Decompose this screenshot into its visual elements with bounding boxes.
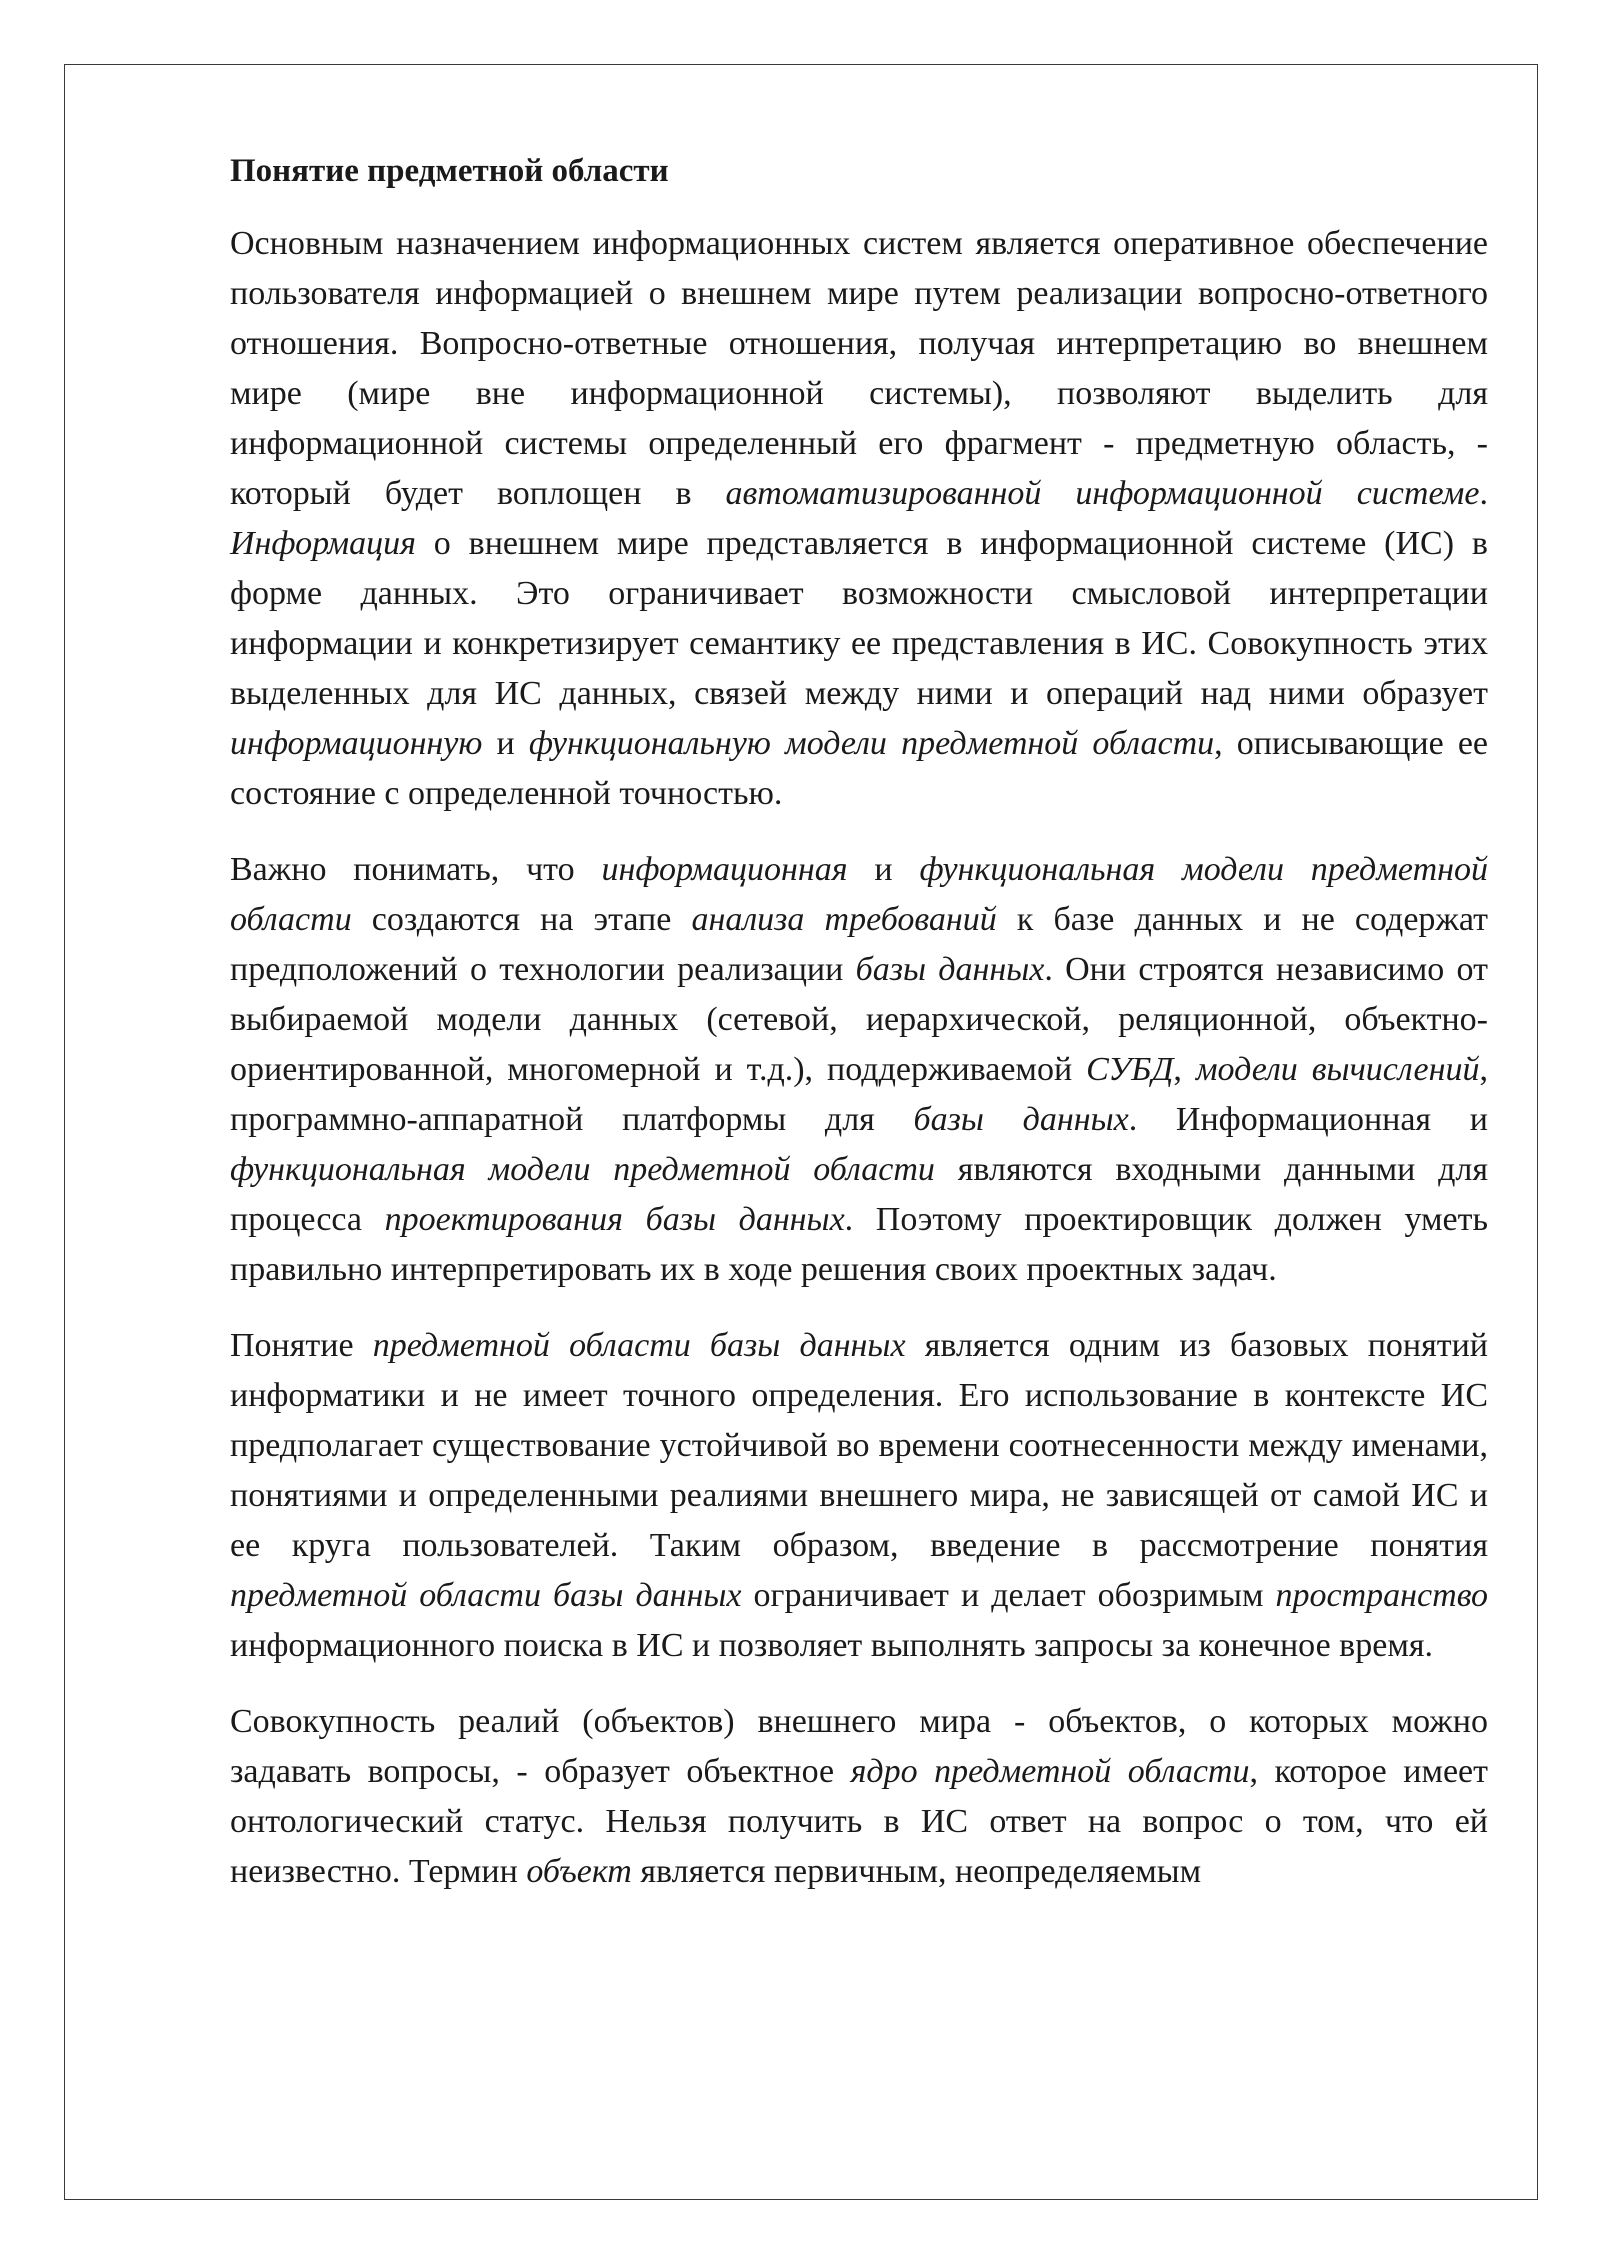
italic-term: информационная: [601, 850, 848, 888]
text-run: , которое имеет онтологический статус. Нельзя получить в ИС ответ на вопрос о том, что ей неизвестно. Термин: [230, 1752, 1488, 1890]
text-run: создаются на этапе: [351, 900, 692, 938]
italic-term: модели вычислений: [1195, 1050, 1480, 1088]
text-run: ограничивает и делает обозримым: [741, 1576, 1276, 1614]
text-run: являются входными данными для процесса: [230, 1150, 1488, 1238]
italic-term: проектирования базы данных: [384, 1200, 845, 1238]
text-run: , программно-аппаратной платформы для: [230, 1050, 1489, 1138]
page-title: Понятие предметной области: [230, 153, 669, 189]
text-run: информационного поиска в ИС и позволяет выполнять запросы за конечное время.: [230, 1626, 1433, 1664]
text-run: . Они строятся независимо от выбираемой модели данных (сетевой, иерархической, реляционной, объектно-ориентированной, многомерной и т.д.), поддерживаемой: [230, 950, 1488, 1088]
paragraph: [230, 219, 1488, 819]
italic-term: автоматизированной информационной системе: [725, 474, 1480, 512]
italic-term: базы данных: [855, 950, 1045, 988]
paragraph-list: [230, 219, 1488, 1897]
italic-term: информационную: [230, 724, 483, 762]
document-body: [230, 150, 1488, 1923]
italic-term: функциональная модели предметной области: [230, 850, 1488, 938]
italic-term: функциональную модели предметной области: [528, 724, 1215, 762]
italic-term: функциональная модели предметной области: [230, 1150, 935, 1188]
paragraph: [230, 1697, 1488, 1897]
text-run: , описывающие ее состояние с определенной точностью.: [230, 724, 1488, 812]
text-run: Совокупность реалий (объектов) внешнего мира - объектов, о которых можно задавать вопросы, - образует объектное: [230, 1702, 1488, 1790]
italic-term: базы данных: [913, 1100, 1129, 1138]
paragraph: [230, 1321, 1488, 1671]
italic-term: Информация: [230, 524, 416, 562]
text-run: является одним из базовых понятий информатики и не имеет точного определения. Его использование в контексте ИС предполагает существование устойчивой во времени соотнесенности между именами, понятиями и определенными реалиями внешнего мира, не зависящей от самой ИС и ее круга пользователей. Таким образом, введение в рассмотрение понятия: [230, 1326, 1488, 1564]
text-run: Понятие: [230, 1326, 373, 1364]
italic-term: пространство: [1275, 1576, 1488, 1614]
paragraph: [230, 845, 1488, 1295]
italic-term: предметной области базы данных: [230, 1576, 742, 1614]
italic-term: ядро предметной области: [850, 1752, 1250, 1790]
text-run: .: [1479, 474, 1488, 512]
text-run: и: [847, 850, 920, 888]
text-run: Важно понимать, что: [230, 850, 602, 888]
text-run: о внешнем мире представляется в информационной системе (ИС) в форме данных. Это ограничивает возможности смысловой интерпретации информации и конкретизирует семантику ее представления в ИС. Совокупность этих выделенных для ИС данных, связей между ними и операций над ними образует: [230, 524, 1488, 712]
text-run: к базе данных и не содержат предположений о технологии реализации: [230, 900, 1488, 988]
italic-term: СУБД: [1086, 1050, 1174, 1088]
text-run: . Поэтому проектировщик должен уметь правильно интерпретировать их в ходе решения своих проектных задач.: [230, 1200, 1488, 1288]
text-run: и: [482, 724, 529, 762]
italic-term: анализа требований: [691, 900, 997, 938]
text-run: является первичным, неопределяемым: [631, 1852, 1202, 1890]
text-run: ,: [1173, 1050, 1196, 1088]
italic-term: объект: [526, 1852, 632, 1890]
italic-term: предметной области базы данных: [372, 1326, 906, 1364]
text-run: . Информационная и: [1128, 1100, 1488, 1138]
text-run: Основным назначением информационных систем является оперативное обеспечение пользователя информацией о внешнем мире путем реализации вопросно-ответного отношения. Вопросно-ответные отношения, получая интерпретацию во внешнем мире (мире вне информационной системы), позволяют выделить для информационной системы определенный его фрагмент - предметную область, - который будет воплощен в: [230, 224, 1488, 512]
